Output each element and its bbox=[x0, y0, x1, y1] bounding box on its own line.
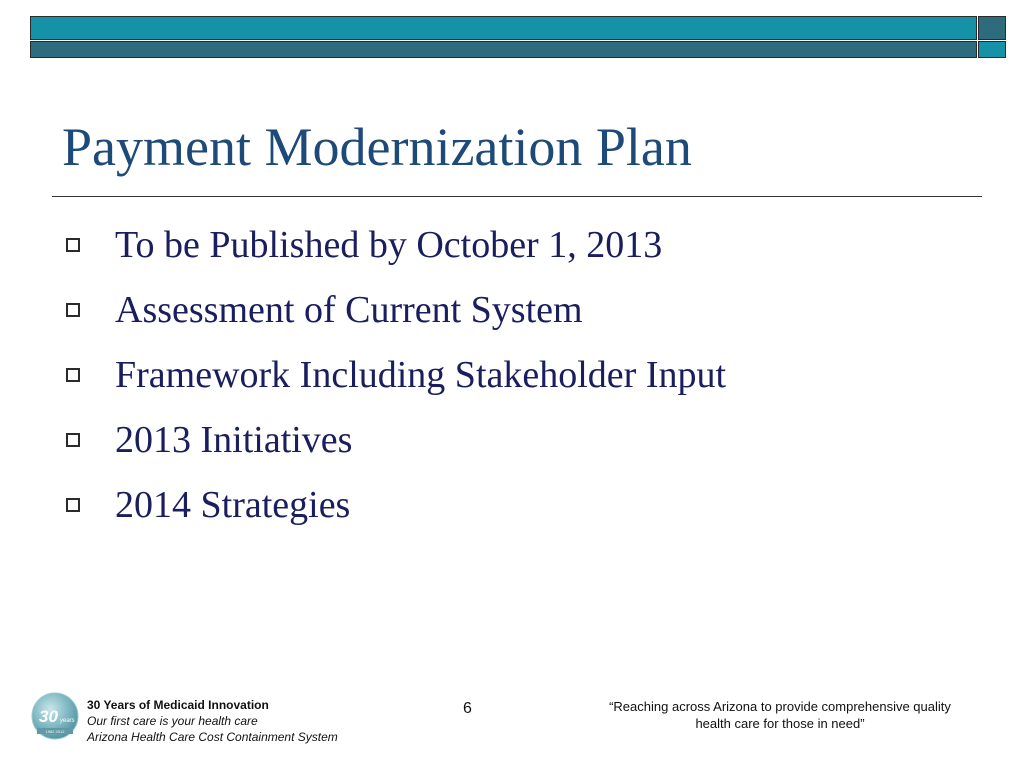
footer-quote-line: “Reaching across Arizona to provide comprehensive quality bbox=[609, 699, 951, 714]
square-bullet-icon bbox=[66, 238, 80, 252]
banner-bottom-bar bbox=[30, 41, 977, 58]
bullet-text: To be Published by October 1, 2013 bbox=[115, 223, 663, 266]
logo-word: years bbox=[60, 718, 75, 724]
top-banner bbox=[30, 16, 1006, 58]
slide-title: Payment Modernization Plan bbox=[62, 117, 692, 177]
square-bullet-icon bbox=[66, 433, 80, 447]
logo-number: 30 bbox=[39, 707, 58, 726]
banner-corner-square-top bbox=[978, 16, 1006, 40]
bullet-list bbox=[66, 212, 726, 537]
footer-quote-line: health care for those in need” bbox=[695, 716, 865, 731]
footer-left-text bbox=[87, 697, 338, 745]
bullet-item bbox=[66, 212, 726, 277]
bullet-text: Assessment of Current System bbox=[115, 288, 583, 331]
square-bullet-icon bbox=[66, 498, 80, 512]
footer-organization-name: Arizona Health Care Cost Containment System bbox=[87, 730, 338, 744]
page-number: 6 bbox=[463, 700, 472, 717]
square-bullet-icon bbox=[66, 303, 80, 317]
footer-tagline-title: 30 Years of Medicaid Innovation bbox=[87, 698, 269, 712]
footer-tagline-subtitle: Our first care is your health care bbox=[87, 714, 258, 728]
bullet-text: Framework Including Stakeholder Input bbox=[115, 353, 727, 396]
banner-corner-square-bottom bbox=[978, 41, 1006, 58]
bullet-item bbox=[66, 342, 726, 407]
bullet-text: 2014 Strategies bbox=[115, 483, 351, 526]
bullet-item bbox=[66, 407, 726, 472]
logo-dates: 1982 2012 bbox=[45, 729, 65, 734]
bullet-item bbox=[66, 277, 726, 342]
title-divider bbox=[52, 196, 982, 197]
bullet-text: 2013 Initiatives bbox=[115, 418, 353, 461]
bullet-item bbox=[66, 472, 726, 537]
30-years-seal-icon bbox=[31, 692, 79, 740]
footer-quote bbox=[590, 698, 970, 732]
banner-top-bar bbox=[30, 16, 977, 40]
square-bullet-icon bbox=[66, 368, 80, 382]
